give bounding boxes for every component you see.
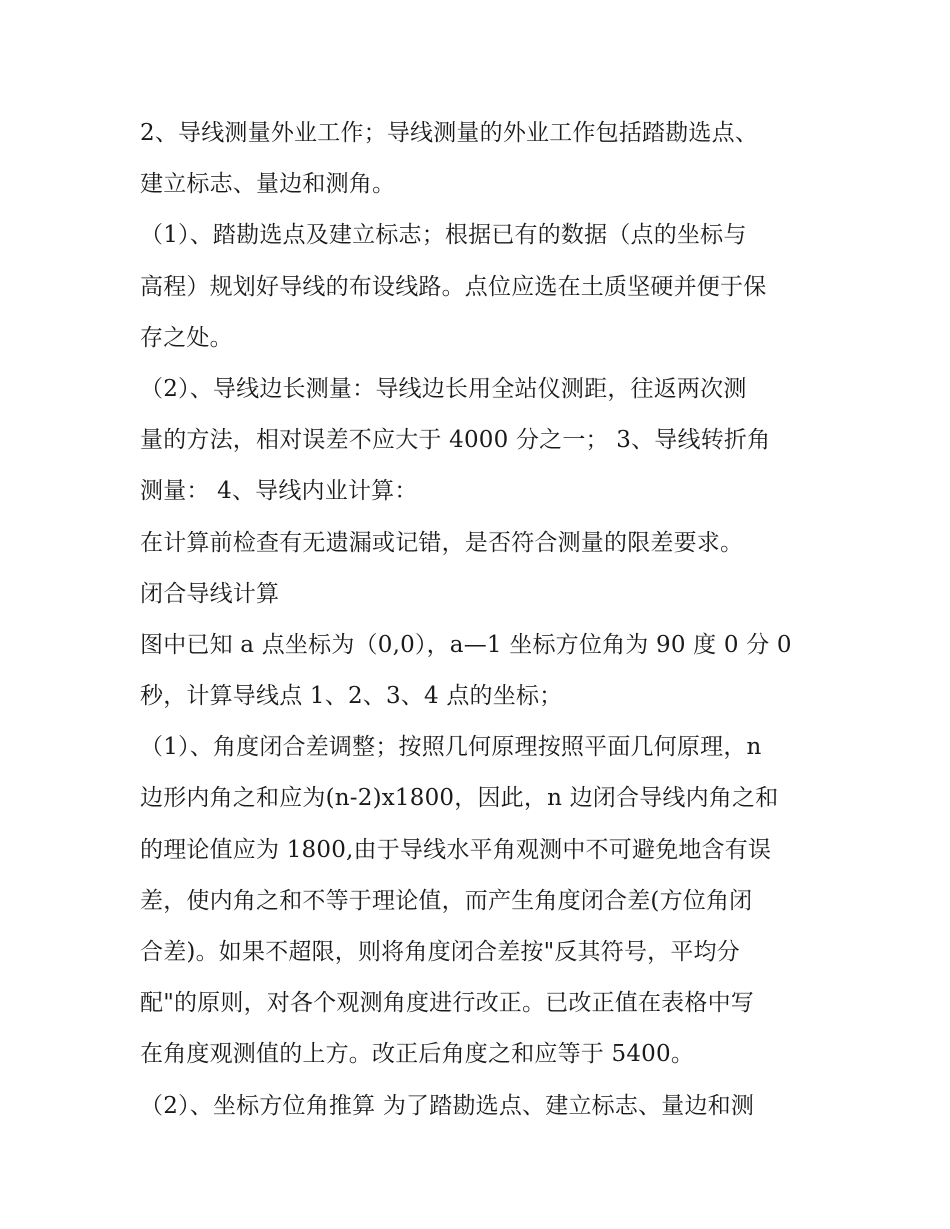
- text-line: 测量： 4、导线内业计算：: [140, 478, 418, 505]
- text-line: 配"的原则，对各个观测角度进行改正。已改正值在表格中写: [140, 990, 754, 1017]
- section-heading: 闭合导线计算: [140, 580, 280, 607]
- text-line: 建立标志、量边和测角。: [140, 171, 396, 198]
- text-line: 高程）规划好导线的布设线路。点位应选在土质坚硬并便于保: [140, 273, 767, 300]
- text-line: 合差)。如果不超限，则将角度闭合差按"反其符号，平均分: [140, 939, 740, 965]
- text-line: 差，使内角之和不等于理论值，而产生角度闭合差(方位角闭: [140, 887, 753, 914]
- text-line: 存之处。: [140, 324, 233, 351]
- text-line: 秒，计算导线点 1、2、3、4 点的坐标；: [140, 683, 563, 710]
- text-line: （1）、踏勘选点及建立标志；根据已有的数据（点的坐标与: [140, 222, 747, 249]
- text-line: 边形内角之和应为(n-2)x1800，因此，n 边闭合导线内角之和: [140, 785, 779, 812]
- text-line: （2）、导线边长测量：导线边长用全站仪测距，往返两次测: [140, 375, 747, 402]
- text-line: 在角度观测值的上方。改正后角度之和应等于 5400。: [140, 1041, 695, 1068]
- text-line: 量的方法，相对误差不应大于 4000 分之一； 3、导线转折角: [140, 427, 771, 454]
- text-line: 2、导线测量外业工作；导线测量的外业工作包括踏勘选点、: [140, 120, 759, 146]
- text-line: （2）、坐标方位角推算 为了踏勘选点、建立标志、量边和测: [140, 1092, 755, 1119]
- text-line: 在计算前检查有无遗漏或记错，是否符合测量的限差要求。: [140, 529, 744, 556]
- document-body: [140, 108, 820, 1132]
- text-line: 的理论值应为 1800,由于导线水平角观测中不可避免地含有误: [140, 836, 772, 863]
- text-line: （1）、角度闭合差调整；按照几何原理按照平面几何原理，n: [140, 734, 762, 761]
- text-line: 图中已知 a 点坐标为（0,0），a—1 坐标方位角为 90 度 0 分 0: [140, 631, 792, 658]
